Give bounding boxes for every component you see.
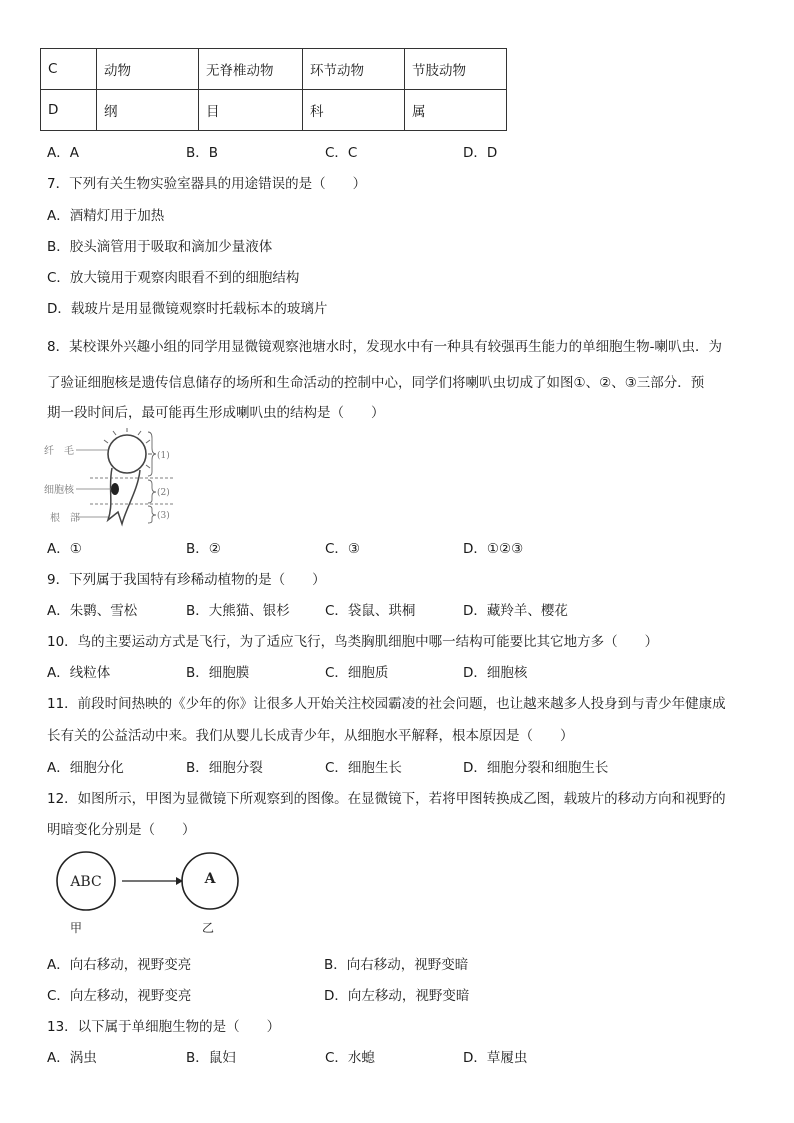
option-c[interactable]: C．袋鼠、珙桐 <box>325 603 416 619</box>
part-1-label: (1) <box>157 451 170 461</box>
option-b[interactable]: B．细胞膜 <box>186 665 250 681</box>
microscope-view-figure <box>52 850 252 936</box>
table-row <box>41 49 507 90</box>
option-d[interactable]: D．细胞分裂和细胞生长 <box>463 760 609 776</box>
option-a[interactable]: A．A <box>47 145 79 161</box>
option-a[interactable]: A．向右移动，视野变亮 <box>47 957 192 973</box>
option-a[interactable]: A．涡虫 <box>47 1050 97 1066</box>
option-b[interactable]: B．大熊猫、银杉 <box>186 603 290 619</box>
label-nucleus: 细胞核 <box>44 485 74 496</box>
table-cell: 纲 <box>97 90 199 131</box>
question-10-text: 10．鸟的主要运动方式是飞行，为了适应飞行，鸟类胸肌细胞中哪一结构可能要比其它地方多（ ） <box>47 634 659 650</box>
option-a[interactable]: A．线粒体 <box>47 665 111 681</box>
left-view-text: ABC <box>70 874 102 890</box>
question-8-text: 8．某校课外兴趣小组的同学用显微镜观察池塘水时，发现水中有一种具有较强再生能力的单细胞生物-喇叭虫．为 <box>47 339 722 355</box>
option-b[interactable]: B．胶头滴管用于吸取和滴加少量液体 <box>47 239 273 255</box>
right-view-text: A <box>204 871 216 887</box>
option-b[interactable]: B．② <box>186 541 221 557</box>
option-d[interactable]: D．细胞核 <box>463 665 528 681</box>
option-d[interactable]: D．藏羚羊、樱花 <box>463 603 568 619</box>
table-row <box>41 90 507 131</box>
option-d[interactable]: D．载玻片是用显微镜观察时托载标本的玻璃片 <box>47 301 328 317</box>
option-c[interactable]: C．细胞质 <box>325 665 389 681</box>
part-3-label: (3) <box>157 511 170 521</box>
question-11-text: 长有关的公益活动中来。我们从婴儿长成青少年，从细胞水平解释，根本原因是（ ） <box>47 728 574 744</box>
option-c[interactable]: C．细胞生长 <box>325 760 402 776</box>
option-b[interactable]: B．B <box>186 145 219 161</box>
table-cell: 属 <box>405 90 507 131</box>
option-c[interactable]: C．向左移动，视野变亮 <box>47 988 192 1004</box>
label-root: 根 部 <box>50 513 80 524</box>
question-11-text: 11．前段时间热映的《少年的你》让很多人开始关注校园霸凌的社会问题，也让越来越多人投身到与青少年健康成 <box>47 696 726 712</box>
option-b[interactable]: B．向右移动，视野变暗 <box>324 957 469 973</box>
question-12-text: 明暗变化分别是（ ） <box>47 822 196 838</box>
question-9-text: 9．下列属于我国特有珍稀动植物的是（ ） <box>47 572 326 588</box>
table-cell: 动物 <box>97 49 199 90</box>
option-c[interactable]: C．C <box>325 145 358 161</box>
question-12-text: 12．如图所示，甲图为显微镜下所观察到的图像。在显微镜下，若将甲图转换成乙图，载玻片的移动方向和视野的 <box>47 791 726 807</box>
trumpet-animal-figure <box>42 428 182 528</box>
question-13-text: 13．以下属于单细胞生物的是（ ） <box>47 1019 281 1035</box>
right-caption: 乙 <box>202 921 215 935</box>
label-cilia: 纤 毛 <box>44 446 74 457</box>
option-a[interactable]: A．细胞分化 <box>47 760 124 776</box>
table-cell: C <box>41 49 97 90</box>
option-c[interactable]: C．水螅 <box>325 1050 375 1066</box>
option-b[interactable]: B．细胞分裂 <box>186 760 263 776</box>
table-cell: 目 <box>199 90 303 131</box>
table-cell: 环节动物 <box>303 49 405 90</box>
table-cell: 科 <box>303 90 405 131</box>
option-c[interactable]: C．③ <box>325 541 361 557</box>
option-c[interactable]: C．放大镜用于观察肉眼看不到的细胞结构 <box>47 270 300 286</box>
question-7-text: 7．下列有关生物实验室器具的用途错误的是（ ） <box>47 176 367 192</box>
option-d[interactable]: D．向左移动，视野变暗 <box>324 988 470 1004</box>
nucleus-shape <box>111 483 119 495</box>
table-cell: 节肢动物 <box>405 49 507 90</box>
part-2-label: (2) <box>157 488 170 498</box>
table-cell: D <box>41 90 97 131</box>
left-caption: 甲 <box>70 921 83 935</box>
option-a[interactable]: A．酒精灯用于加热 <box>47 208 165 224</box>
option-d[interactable]: D．①②③ <box>463 541 524 557</box>
option-a[interactable]: A．朱鹮、雪松 <box>47 603 138 619</box>
classification-table <box>40 48 507 131</box>
option-a[interactable]: A．① <box>47 541 82 557</box>
option-d[interactable]: D．草履虫 <box>463 1050 528 1066</box>
question-8-text: 期一段时间后，最可能再生形成喇叭虫的结构是（ ） <box>47 405 385 421</box>
question-8-text: 了验证细胞核是遗传信息储存的场所和生命活动的控制中心，同学们将喇叭虫切成了如图①、②、③三部分．预 <box>47 375 705 391</box>
table-cell: 无脊椎动物 <box>199 49 303 90</box>
option-b[interactable]: B．鼠妇 <box>186 1050 236 1066</box>
option-d[interactable]: D．D <box>463 145 498 161</box>
